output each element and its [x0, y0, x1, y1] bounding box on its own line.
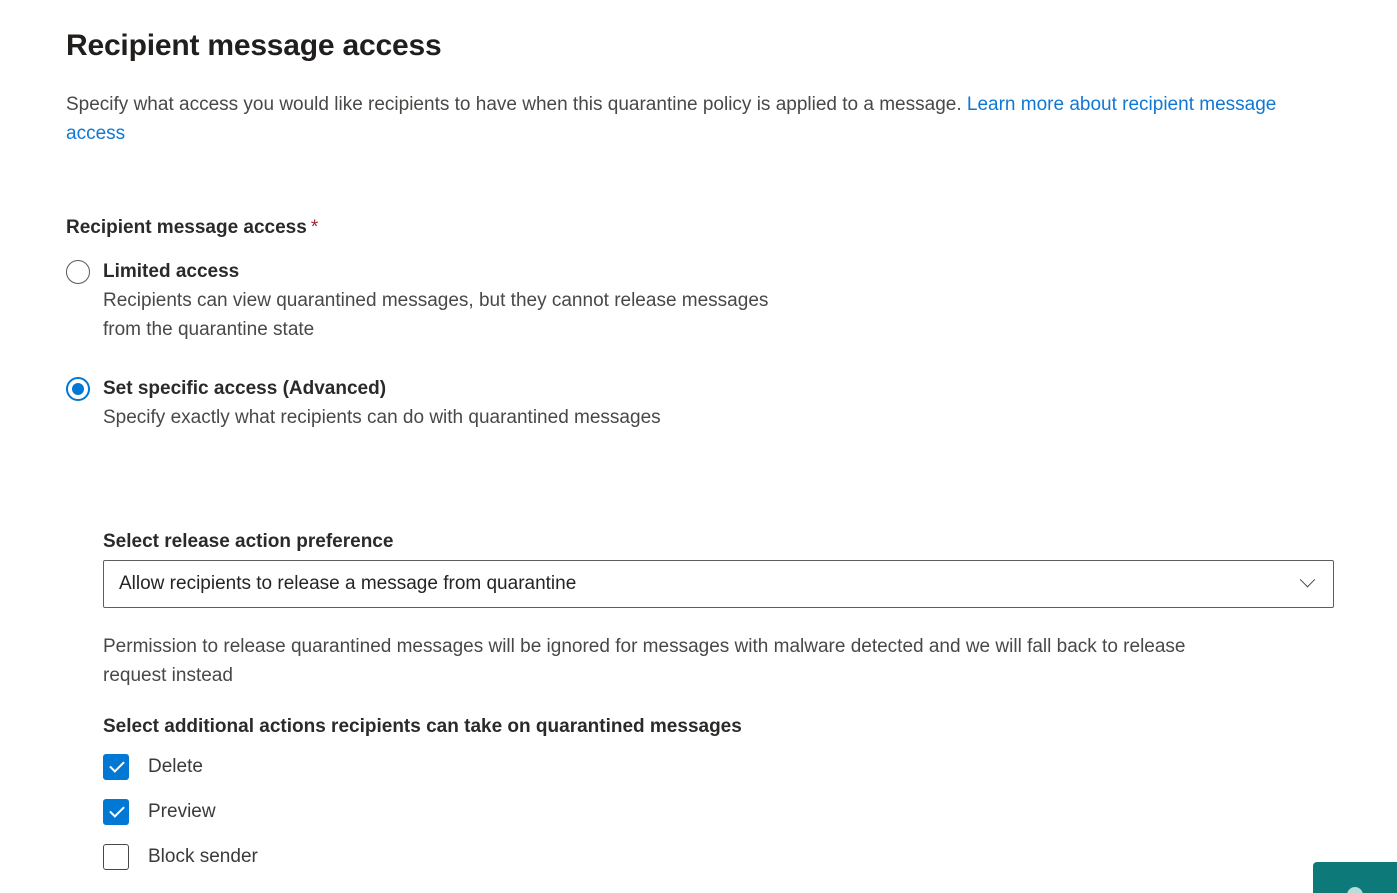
page-title: Recipient message access: [66, 29, 442, 62]
release-action-dropdown-value: Allow recipients to release a message from quarantine: [119, 573, 577, 594]
additional-actions-label: Select additional actions recipients can take on quarantined messages: [103, 716, 742, 737]
access-field-label: [66, 214, 1397, 241]
radio-option-limited-access[interactable]: [66, 257, 1397, 344]
checkbox-icon[interactable]: [103, 754, 129, 780]
checkbox-row-delete[interactable]: [103, 754, 1397, 780]
radio-option-set-specific-access[interactable]: [66, 374, 1397, 432]
checkbox-label: Delete: [148, 756, 203, 777]
radio-option-description: Recipients can view quarantined messages, but they cannot release messages from the quarantine state: [103, 290, 769, 340]
checkbox-icon[interactable]: [103, 799, 129, 825]
radio-option-label: Limited access: [103, 261, 240, 282]
radio-button-icon[interactable]: [66, 377, 90, 401]
learn-more-link[interactable]: Learn more about recipient message access: [66, 94, 1277, 144]
release-action-dropdown[interactable]: [103, 560, 1334, 608]
radio-option-texts: [103, 257, 788, 344]
radio-option-description: Specify exactly what recipients can do with quarantined messages: [103, 407, 661, 428]
checkbox-label: Block sender: [148, 846, 258, 867]
release-action-label: Select release action preference: [103, 531, 394, 552]
feedback-button[interactable]: [1313, 862, 1397, 893]
release-action-note: Permission to release quarantined messages will be ignored for messages with malware detected and we will fall back to release request instead: [103, 636, 1186, 686]
page-description-text: Specify what access you would like recipients to have when this quarantine policy is applied to a message.: [66, 94, 967, 115]
radio-button-icon[interactable]: [66, 260, 90, 284]
chevron-down-icon: [1300, 571, 1316, 587]
page-description: [66, 90, 1296, 148]
checkbox-row-block-sender[interactable]: [103, 844, 1397, 870]
checkbox-icon[interactable]: [103, 844, 129, 870]
required-asterisk: *: [310, 217, 319, 238]
radio-option-label: Set specific access (Advanced): [103, 378, 387, 399]
checkbox-row-preview[interactable]: [103, 799, 1397, 825]
checkbox-label: Preview: [148, 801, 216, 822]
access-field-label-text: Recipient message access: [66, 217, 307, 238]
advanced-access-section: [103, 527, 1397, 870]
radio-option-texts: [103, 374, 661, 432]
